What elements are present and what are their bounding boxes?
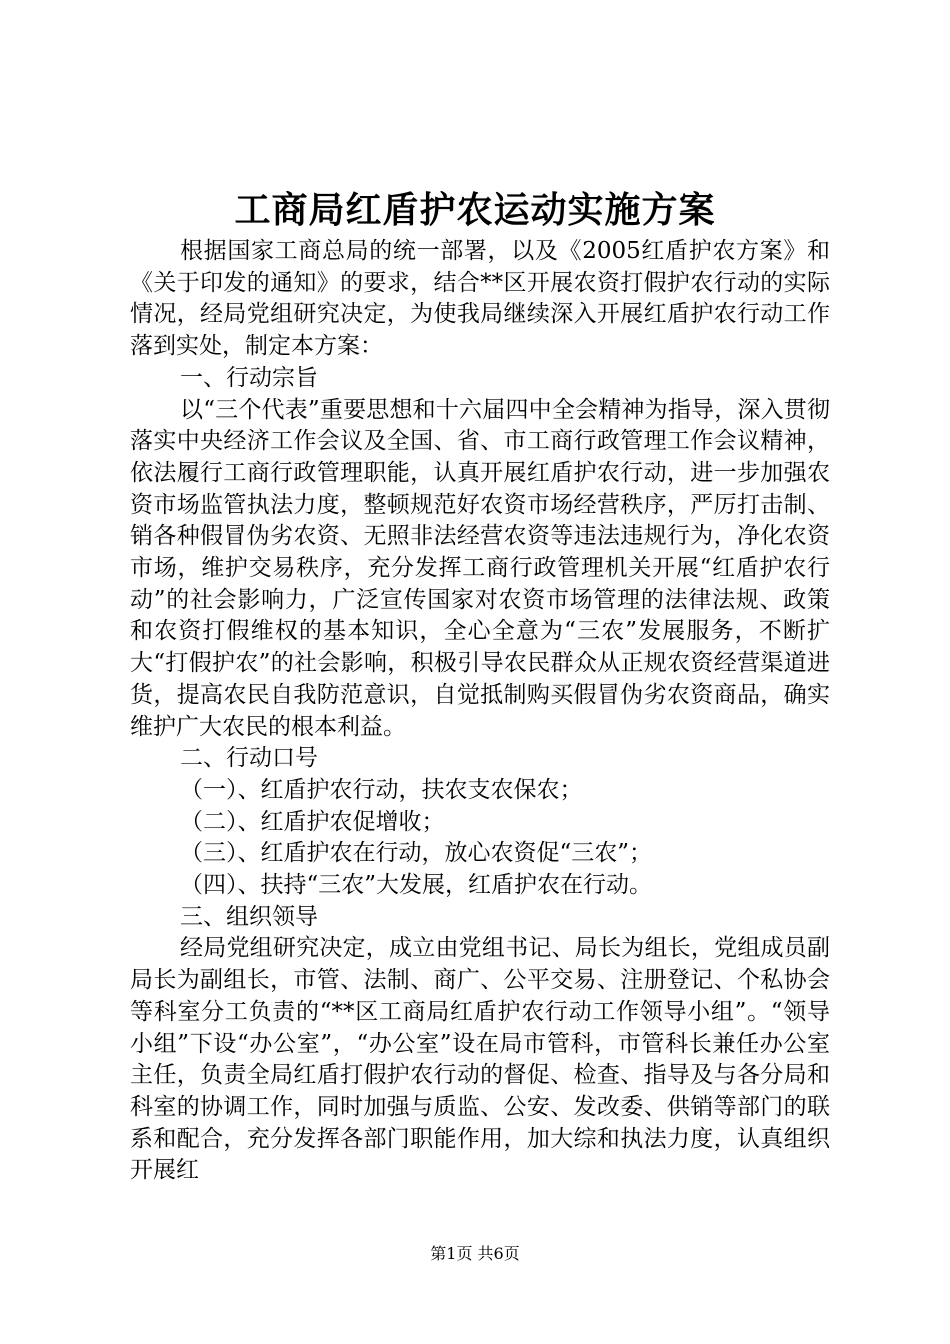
section-heading-1: 一、行动宗旨 (180, 364, 318, 391)
slogan-item-1: （一）、红盾护农行动，扶农支农保农； (180, 776, 583, 803)
slogan-item-4: （四）、扶持“三农”大发展，红盾护农在行动。 (180, 872, 653, 899)
document-body (130, 236, 830, 1187)
paragraph-intro: 根据国家工商总局的统一部署，以及《2005红盾护农方案》和《关于印发的通知》的要求，结合**区开展农资打假护农行动的实际情况，经局党组研究决定，为使我局继续深入开展红盾护农行动工作落到实处，制定本方案： (130, 238, 830, 360)
slogan-item-3: （三）、红盾护农在行动，放心农资促“三农”； (180, 840, 653, 867)
section-heading-2: 二、行动口号 (180, 745, 318, 772)
slogan-item-2: （二）、红盾护农促增收； (180, 808, 445, 835)
paragraph-purpose: 以“三个代表”重要思想和十六届四中全会精神为指导，深入贯彻落实中央经济工作会议及全国、省、市工商行政管理工作会议精神，依法履行工商行政管理职能，认真开展红盾护农行动，进一步加强农资市场监管执法力度，整顿规范好农资市场经营秩序，严厉打击制、销各种假冒伪劣农资、无照非法经营农资等违法违规行为，净化农资市场，维护交易秩序，充分发挥工商行政管理机关开展“红盾护农行动”的社会影响力，广泛宣传国家对农资市场管理的法律法规、政策和农资打假维权的基本知识，全心全意为“三农”发展服务，不断扩大“打假护农”的社会影响，积极引导农民群众从正规农资经营渠道进货，提高农民自我防范意识，自觉抵制购买假冒伪劣农资商品，确实维护广大农民的根本利益。 (130, 396, 830, 740)
section-heading-3: 三、组织领导 (180, 903, 318, 930)
page-number-footer: 第1页 共6页 (430, 1244, 520, 1263)
paragraph-organization: 经局党组研究决定，成立由党组书记、局长为组长，党组成员副局长为副组长，市管、法制、商广、公平交易、注册登记、个私协会等科室分工负责的“**区工商局红盾护农行动工作领导小组”。“领导小组”下设“办公室”，“办公室”设在局市管科，市管科长兼任办公室主任，负责全局红盾打假护农行动的督促、检查、指导及与各分局和科室的协调工作，同时加强与质监、公安、发改委、供销等部门的联系和配合，充分发挥各部门职能作用，加大综和执法力度，认真组织开展红 (130, 935, 830, 1184)
document-title: 工商局红盾护农运动实施方案 (234, 189, 716, 231)
